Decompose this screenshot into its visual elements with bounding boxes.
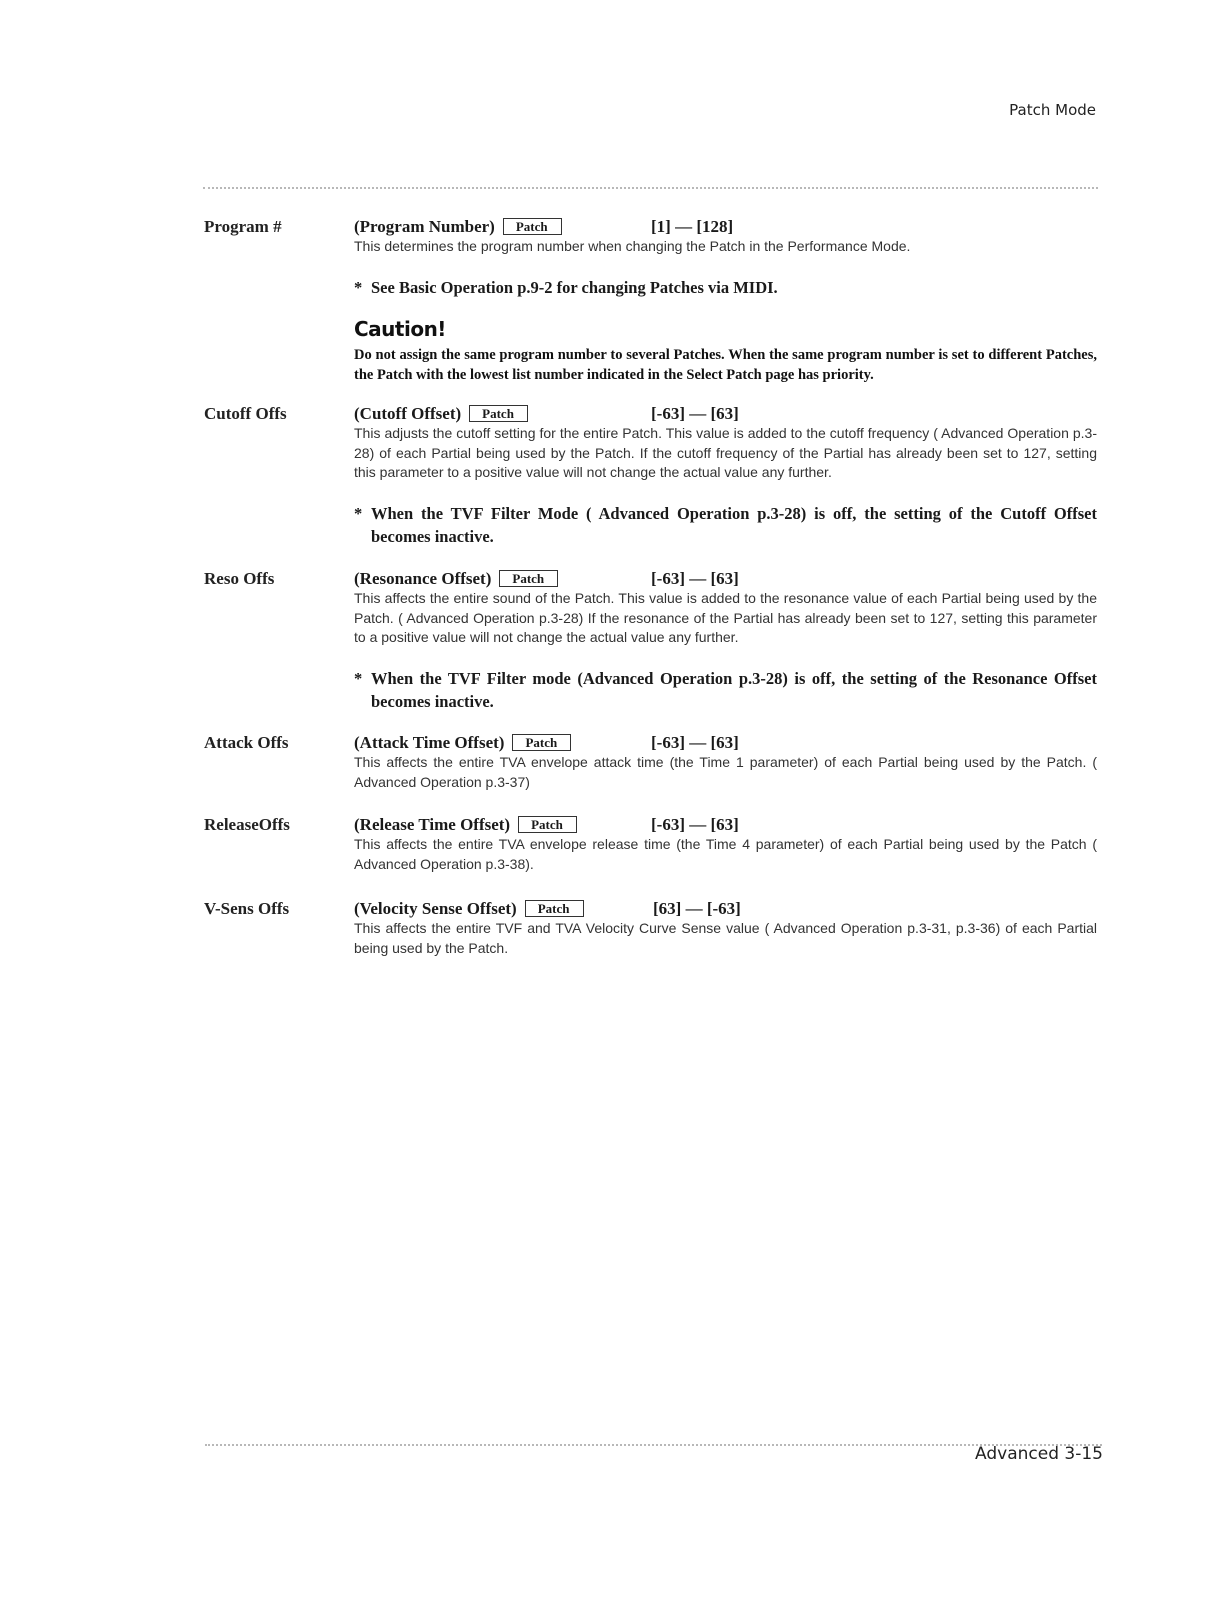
param-title: (Release Time Offset)	[354, 815, 511, 834]
patch-badge: Patch	[499, 570, 558, 587]
param-heading	[354, 815, 1097, 837]
param-description: This adjusts the cutoff setting for the entire Patch. This value is added to the cutoff frequency ( Advanced Operation p.3-28) of each Partial being used by the Patch. If the cutoff frequency of the Partial has already been set to 127, setting this parameter to a positive value will not change the actual value any further.	[354, 425, 1097, 480]
param-label: Cutoff Offs	[204, 404, 287, 423]
caution-title: Caution!	[354, 316, 446, 341]
param-title: (Resonance Offset)	[354, 569, 492, 588]
note-text: When the TVF Filter mode (Advanced Operation p.3-28) is off, the setting of the Resonance Offset becomes inactive.	[371, 668, 1097, 711]
patch-badge: Patch	[503, 218, 562, 235]
param-label: V-Sens Offs	[204, 899, 290, 918]
note-text: See Basic Operation p.9-2 for changing Patches via MIDI.	[371, 277, 778, 297]
param-label: ReleaseOffs	[204, 815, 290, 834]
param-title: (Cutoff Offset)	[354, 404, 462, 423]
param-description: This affects the entire TVA envelope release time (the Time 4 parameter) of each Partial being used by the Patch ( Advanced Operation p.3-38).	[354, 836, 1097, 872]
patch-badge: Patch	[525, 900, 584, 917]
patch-badge: Patch	[518, 816, 577, 833]
param-description: This affects the entire TVF and TVA Velocity Curve Sense value ( Advanced Operation p.3-31, p.3-36) of each Partial being used by the Patch.	[354, 920, 1097, 956]
param-range: [63] — [-63]	[653, 899, 741, 918]
bullet-asterisk: *	[354, 503, 363, 523]
param-range: [-63] — [63]	[651, 569, 739, 588]
patch-badge: Patch	[469, 405, 528, 422]
param-label: Reso Offs	[204, 569, 275, 588]
param-range: [-63] — [63]	[651, 404, 739, 423]
running-head: Patch Mode	[1009, 101, 1096, 119]
param-note	[354, 502, 1097, 548]
bullet-asterisk: *	[354, 668, 363, 688]
param-note	[354, 276, 1097, 299]
param-range: [1] — [128]	[651, 217, 734, 236]
param-note	[354, 667, 1097, 713]
note-text: When the TVF Filter Mode ( Advanced Operation p.3-28) is off, the setting of the Cutoff Offset becomes inactive.	[371, 503, 1097, 546]
bullet-asterisk: *	[354, 277, 363, 297]
param-label: Attack Offs	[204, 733, 289, 752]
param-title: (Program Number)	[354, 217, 495, 236]
param-range: [-63] — [63]	[651, 733, 739, 752]
param-description: This determines the program number when changing the Patch in the Performance Mode.	[354, 238, 911, 254]
top-divider	[203, 187, 1098, 189]
caution-box	[354, 317, 1097, 385]
bottom-divider	[205, 1444, 1102, 1446]
param-label: Program #	[204, 217, 282, 236]
page-footer: Advanced 3-15	[975, 1444, 1103, 1464]
patch-badge: Patch	[512, 734, 571, 751]
param-heading	[354, 404, 1097, 426]
param-heading	[354, 899, 1097, 921]
param-heading	[354, 217, 1097, 239]
param-heading	[354, 733, 1097, 755]
param-description: This affects the entire TVA envelope attack time (the Time 1 parameter) of each Partial being used by the Patch. ( Advanced Operation p.3-37)	[354, 754, 1097, 790]
param-title: (Velocity Sense Offset)	[354, 899, 517, 918]
param-range: [-63] — [63]	[651, 815, 739, 834]
param-heading	[354, 569, 1097, 591]
caution-text: Do not assign the same program number to several Patches. When the same program number is set to different Patches, the Patch with the lowest list number indicated in the Select Patch page has priority.	[354, 346, 1097, 383]
param-title: (Attack Time Offset)	[354, 733, 505, 752]
param-description: This affects the entire sound of the Patch. This value is added to the resonance value of each Partial being used by the Patch. ( Advanced Operation p.3-28) If the resonance of the Partial has already been set to 127, setting this parameter to a positive value will not change the actual value any further.	[354, 590, 1097, 645]
